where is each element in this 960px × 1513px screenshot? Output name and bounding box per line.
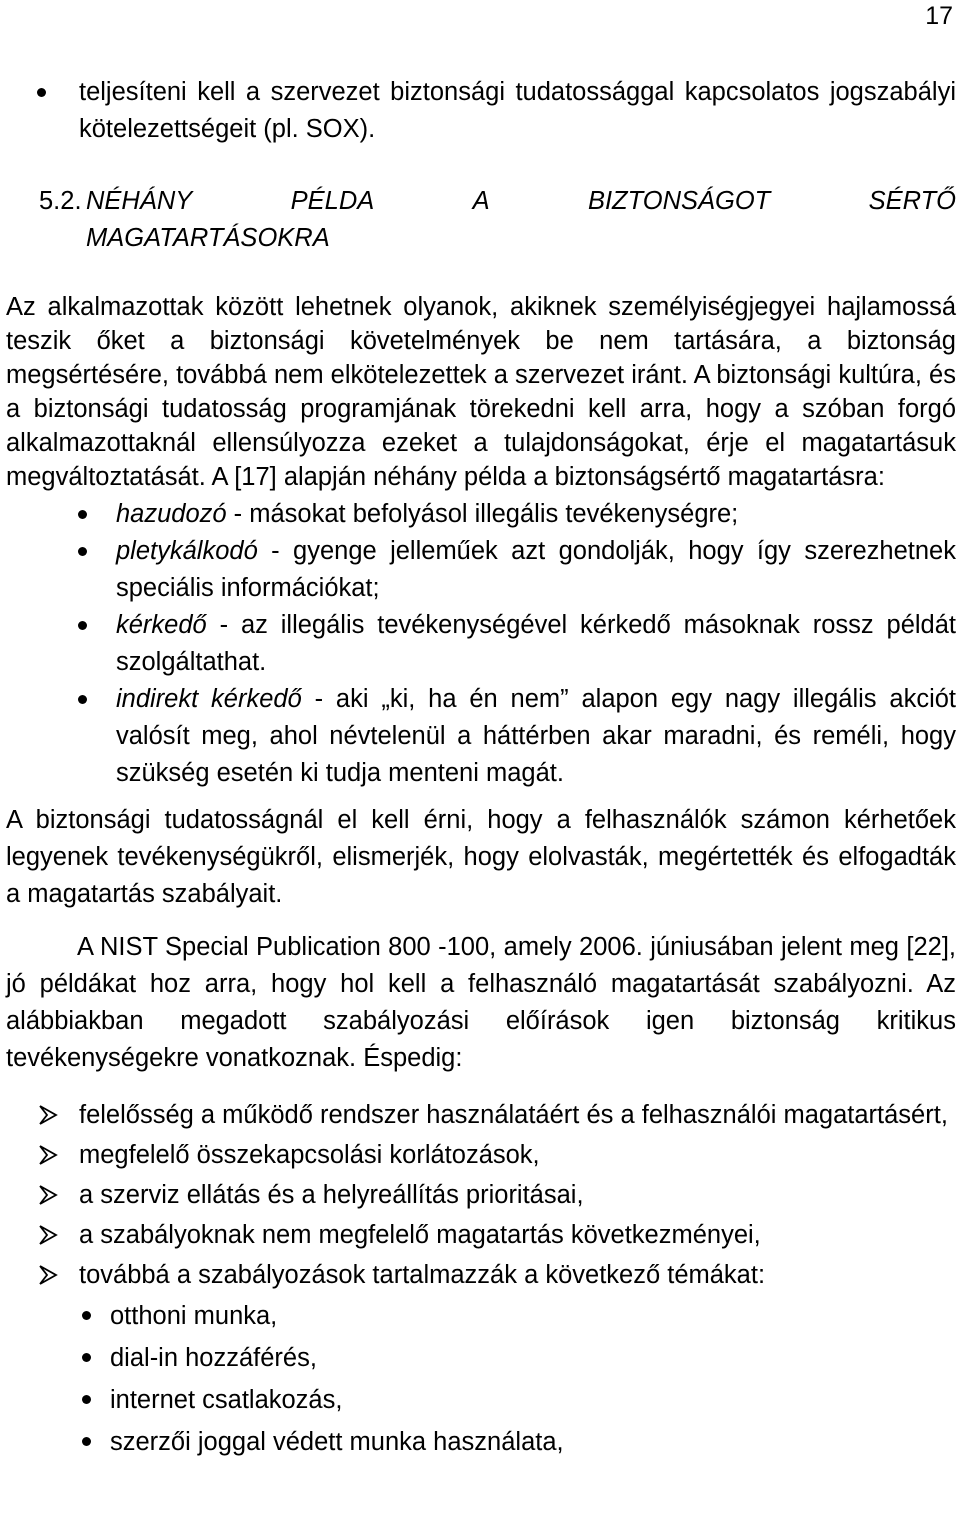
rules-item — [6, 1135, 956, 1175]
intro-list — [6, 74, 956, 148]
example-desc: - másokat befolyásol illegális tevékenységre; — [226, 500, 739, 528]
example-desc: - aki „ki, ha én nem” alapon egy nagy illegális akciót valósít meg, ahol névtelenül a háttérben akar maradni, és reméli, hogy szükség esetén ki tudja menteni magát. — [116, 685, 957, 787]
section-heading — [6, 183, 956, 257]
topic-item — [6, 1421, 956, 1463]
rules-item — [6, 1215, 956, 1255]
topic-item-text: internet csatlakozás, — [110, 1386, 343, 1414]
paragraph-nist: A NIST Special Publication 800 -100, amely 2006. júniusában jelent meg [22], jó példákat hoz arra, hogy hol kell a felhasználó magatartását szabályozni. Az alábbiakban megadott szabályozási előírások igen biztonság kritikus tevékenységekre vonatkoznak. Éspedig: — [6, 933, 956, 1072]
paragraph-awareness: A biztonsági tudatosságnál el kell érni, hogy a felhasználók számon kérhetőek legyenek tevékenységükről, elismerjék, hogy elolvasták, megértették és elfogadták a magatartás szabályait. — [6, 806, 956, 908]
example-item — [6, 533, 956, 607]
bullet-icon — [82, 1353, 91, 1362]
section-title-line1 — [86, 183, 956, 220]
rules-item-text: a szerviz ellátás és a helyreállítás prioritásai, — [79, 1181, 584, 1209]
bullet-icon — [82, 1437, 91, 1446]
arrowhead-icon — [37, 1104, 59, 1126]
topics-list — [6, 1295, 956, 1463]
example-term: hazudozó — [116, 500, 227, 528]
section-title-line2: MAGATARTÁSOKRA — [86, 224, 330, 252]
example-item — [6, 607, 956, 681]
arrowhead-icon — [37, 1144, 59, 1166]
section-title-word: NÉHÁNY — [86, 187, 193, 215]
bullet-icon — [82, 1311, 91, 1320]
bullet-icon — [78, 621, 87, 630]
examples-list — [6, 496, 956, 792]
rules-item — [6, 1255, 956, 1295]
example-desc: - gyenge jelleműek azt gondolják, hogy így szerezhetnek speciális információkat; — [116, 537, 956, 602]
section-title-word: A — [472, 187, 490, 215]
page-content — [6, 74, 956, 1463]
topic-item-text: otthoni munka, — [110, 1302, 278, 1330]
bullet-icon — [78, 695, 87, 704]
page-number: 17 — [925, 2, 953, 30]
rules-item — [6, 1175, 956, 1215]
rules-list — [6, 1095, 956, 1295]
example-term: indirekt kérkedő — [116, 685, 302, 713]
paragraph-personality: Az alkalmazottak között lehetnek olyanok, akiknek személyiségjegyei hajlamossá teszik őket a biztonsági követelmények be nem tartására, a biztonság megsértésére, továbbá nem elkötelezettek a szervezet iránt. A biztonsági kultúra, és a biztonsági tudatosság programjának törekedni kell arra, hogy a szóban forgó alkalmazottaknál ellensúlyozza ezeket a tulajdonságokat, érje el magatartásuk megváltoztatását. A [17] alapján néhány példa a biztonságsértő magatartásra: — [6, 293, 956, 491]
intro-bullet-text: teljesíteni kell a szervezet biztonsági tudatossággal kapcsolatos jogszabályi kötelezettségeit (pl. SOX). — [79, 78, 956, 143]
arrowhead-icon — [37, 1184, 59, 1206]
example-item — [6, 496, 956, 533]
topic-item-text: szerzői joggal védett munka használata, — [110, 1428, 564, 1456]
topic-item — [6, 1337, 956, 1379]
rules-item-text: felelősség a működő rendszer használatáért és a felhasználói magatartásért, — [79, 1101, 948, 1129]
intro-bullet-item — [6, 74, 956, 148]
example-item — [6, 681, 956, 792]
rules-item-text: megfelelő összekapcsolási korlátozások, — [79, 1141, 540, 1169]
rules-item-text: továbbá a szabályozások tartalmazzák a következő témákat: — [79, 1261, 766, 1289]
rules-item — [6, 1095, 956, 1135]
topic-item-text: dial-in hozzáférés, — [110, 1344, 317, 1372]
topic-item — [6, 1295, 956, 1337]
arrowhead-icon — [37, 1224, 59, 1246]
rules-item-text: a szabályoknak nem megfelelő magatartás következményei, — [79, 1221, 761, 1249]
section-title-word: BIZTONSÁGOT — [587, 187, 771, 215]
section-title-word: PÉLDA — [290, 187, 375, 215]
section-title-word: SÉRTŐ — [868, 187, 956, 215]
example-term: pletykálkodó — [116, 537, 258, 565]
bullet-icon — [78, 547, 87, 556]
bullet-icon — [37, 88, 46, 97]
section-number: 5.2. — [39, 187, 82, 215]
bullet-icon — [82, 1395, 91, 1404]
topic-item — [6, 1379, 956, 1421]
arrowhead-icon — [37, 1264, 59, 1286]
example-desc: - az illegális tevékenységével kérkedő másoknak rossz példát szolgáltathat. — [116, 611, 956, 676]
example-term: kérkedő — [116, 611, 207, 639]
bullet-icon — [78, 510, 87, 519]
